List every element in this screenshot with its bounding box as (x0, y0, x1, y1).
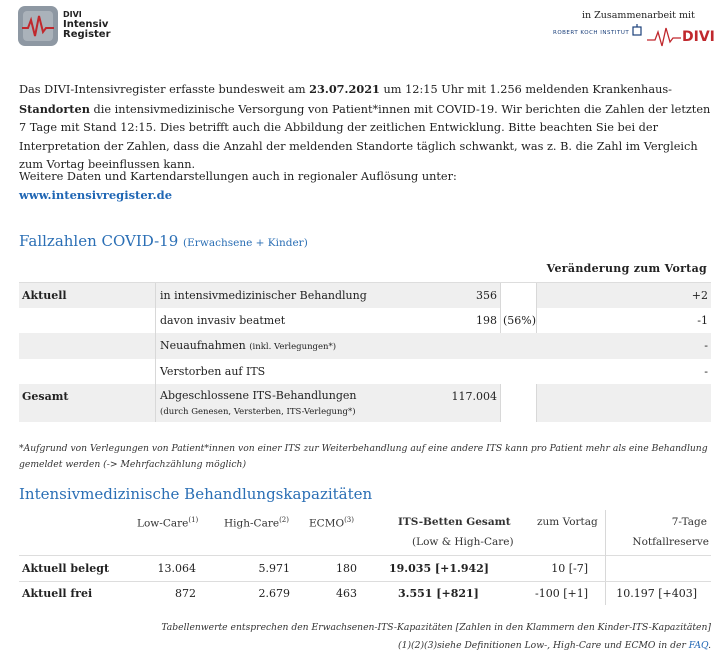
row-label: Gesamt (22, 390, 69, 403)
fallzahlen-title-text: Fallzahlen COVID-19 (19, 232, 179, 250)
row-desc: Verstorben auf ITS (160, 364, 266, 378)
fallzahlen-subtitle: (Erwachsene + Kinder) (183, 237, 308, 249)
cell-vortag-belegt: 10 [-7] (551, 562, 588, 575)
header-high-care-sup: (2) (279, 516, 289, 524)
header-its-total-sub: (Low & High-Care) (412, 536, 514, 548)
logo-line-2: Intensiv (63, 19, 109, 30)
divi-intensivregister-logo (18, 6, 58, 46)
more-data-text: Weitere Daten und Kartendarstellungen auch in regionaler Auflösung unter: (19, 170, 457, 183)
cell-low-belegt: 13.064 (157, 562, 196, 575)
cell-notfall-frei: 10.197 [+403] (616, 587, 697, 600)
table-row (19, 333, 711, 359)
intro-text-b: um 12:15 Uhr mit 1.256 meldenden Krankenhaus- (379, 83, 672, 96)
row-change: -1 (697, 313, 708, 327)
row-desc (160, 339, 336, 352)
row-desc-main: Neuaufnahmen (160, 339, 246, 352)
header-vortag: zum Vortag (537, 516, 598, 528)
kapazitaeten-title: Intensivmedizinische Behandlungskapazitäten (19, 485, 373, 503)
cell-high-belegt: 5.971 (258, 562, 290, 575)
intro-text-c: die intensivmedizinische Versorgung von Patient*innen mit COVID-19. Wir berichten die Zahlen der letzten 7 Tage mit Stand 12:15. Dies betrifft auch die Abbildung der zeitlichen Entwicklung. Bitte beachten Sie bei der Interpretation der Zahlen, dass die Anzahl der meldenden Standorte täglich schwankt, was z. B. die Zahl im Vergleich zum Vortag beeinflussen kann. (19, 102, 711, 171)
row-change: - (704, 339, 708, 352)
header-notfall-2: Notfallreserve (632, 536, 709, 548)
fallzahlen-title (19, 232, 308, 250)
header-high-care-text: High-Care (224, 517, 280, 530)
row-value: 198 (476, 313, 497, 327)
report-date: 23.07.2021 (309, 82, 380, 96)
standorten-word: Standorten (19, 101, 90, 116)
table-row (19, 282, 711, 308)
faq-link[interactable]: FAQ (688, 640, 709, 651)
header-notfall-1: 7-Tage (671, 516, 707, 528)
row-change: +2 (691, 289, 708, 302)
header-low-care (137, 516, 198, 530)
table-note-2-text: (1)(2)(3)siehe Definitionen Low-, High-Care und ECMO in der (398, 640, 689, 651)
cell-ecmo-belegt: 180 (336, 562, 357, 575)
logo-line-3: Register (63, 29, 111, 40)
table-row (19, 308, 711, 334)
header-ecmo-sup: (3) (344, 516, 354, 524)
cell-total-frei: 3.551 [+821] (398, 587, 479, 600)
table-note-2-end: . (708, 640, 711, 651)
header-low-care-sup: (1) (188, 516, 199, 524)
heartbeat-icon (18, 6, 58, 46)
table-note-1: Tabellenwerte entsprechen den Erwachsenen-ITS-Kapazitäten [Zahlen in den Klammern den Kinder-ITS-Kapazitäten] (161, 622, 711, 633)
row-label-frei: Aktuell frei (22, 587, 93, 600)
header-low-care-text: Low-Care (137, 517, 189, 530)
cell-vortag-frei: -100 [+1] (534, 587, 588, 600)
divi-logo-text: DIVI (682, 29, 715, 45)
intro-text-a: Das DIVI-Intensivregister erfasste bundesweit am (19, 83, 310, 96)
row-desc-main: Abgeschlossene ITS-Behandlungen (160, 389, 357, 402)
intro-paragraph (19, 80, 711, 175)
table-note-2 (398, 640, 711, 651)
rki-logo-text: ROBERT KOCH INSTITUT (553, 30, 630, 36)
intensivregister-link[interactable]: www.intensivregister.de (19, 188, 173, 202)
page-header (0, 0, 727, 70)
row-percent: (56%) (503, 313, 537, 327)
cell-total-belegt: 19.035 [+1.942] (389, 562, 489, 575)
cell-low-frei: 872 (175, 587, 196, 600)
logo-line-1: DIVI (63, 10, 82, 19)
fallzahlen-table (19, 256, 711, 422)
row-label: Aktuell (22, 289, 67, 302)
row-label-belegt: Aktuell belegt (22, 562, 110, 575)
rki-mark-icon (630, 24, 644, 38)
row-value: 117.004 (451, 390, 497, 403)
row-desc (160, 387, 356, 421)
header-ecmo (309, 516, 354, 530)
header-its-total: ITS-Betten Gesamt (398, 516, 511, 528)
row-change: - (704, 364, 708, 378)
collab-text: in Zusammenarbeit mit (582, 10, 695, 21)
kapazitaeten-table (19, 510, 711, 610)
row-desc: davon invasiv beatmet (160, 313, 286, 327)
table-row (19, 359, 711, 385)
row-desc-small: (inkl. Verlegungen*) (249, 342, 337, 352)
header-high-care (224, 516, 289, 530)
cell-high-frei: 2.679 (258, 587, 290, 600)
row-desc-small: (durch Genesen, Versterben, ITS-Verlegung*) (160, 407, 356, 417)
fallzahlen-footnote: *Aufgrund von Verlegungen von Patient*innen von einer ITS zur Weiterbehandlung auf eine andere ITS kann pro Patient mehr als eine Behandlung gemeldet werden (-> Mehrfachzählung möglich) (19, 443, 708, 470)
change-header: Veränderung zum Vortag (546, 262, 707, 275)
header-ecmo-text: ECMO (309, 517, 345, 530)
cell-ecmo-frei: 463 (336, 587, 357, 600)
table-row (19, 384, 711, 422)
divi-heartbeat-icon (647, 26, 681, 48)
row-value: 356 (476, 289, 497, 302)
row-desc: in intensivmedizinischer Behandlung (160, 289, 367, 302)
logo-wordmark (63, 10, 111, 40)
